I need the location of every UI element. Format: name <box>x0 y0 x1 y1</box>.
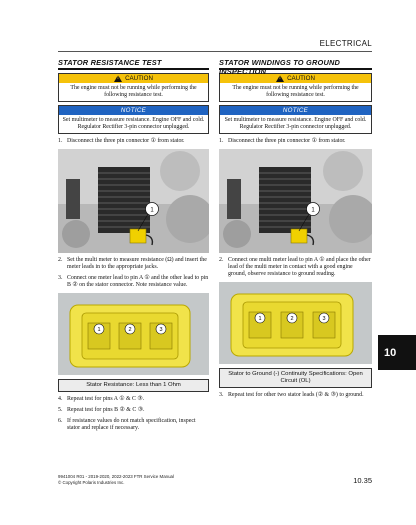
right-stator-photo <box>219 149 372 253</box>
left-notice-label: NOTICE <box>59 106 208 115</box>
left-connector-image <box>58 293 209 375</box>
left-column <box>58 58 209 432</box>
left-notice-text: Set multimeter to measure resistance. Engine OFF and cold. Regulator Rectifier 3-pin connector unplugged. <box>62 117 205 130</box>
step-text: If resistance values do not match specification, inspect stator and replace if necessary. <box>67 418 196 431</box>
right-notice-label: NOTICE <box>220 106 371 115</box>
pin-3-label: 3 <box>159 327 163 333</box>
step-number: 4. <box>58 396 63 402</box>
step-text: Set the multi meter to measure resistance (Ω) and insert the meter leads in to the appropriate jacks. <box>67 257 207 270</box>
right-step-1 <box>219 138 372 145</box>
step-text: Disconnect the three pin connector ① from stator. <box>67 138 185 144</box>
step-number: 3. <box>58 275 63 281</box>
left-notice-box <box>58 105 209 134</box>
right-notice-box <box>219 105 372 134</box>
left-step-2 <box>58 257 209 271</box>
step-text: Connect one multi meter lead to pin A ① and place the other lead of the multi meter in contact with a good engine ground, observe resistance to ground reading. <box>228 257 371 277</box>
left-step-3 <box>58 275 209 289</box>
step-number: 3. <box>219 392 224 398</box>
step-number: 6. <box>58 418 63 424</box>
right-caution-text: The engine must not be running while performing the following resistance test. <box>232 85 359 98</box>
photo-callout-label: 1 <box>311 207 315 214</box>
left-step-4 <box>58 396 209 403</box>
footer-copyright-line: © Copyright Polaris Industries Inc. <box>58 480 125 485</box>
right-caution-label: CAUTION <box>287 75 315 82</box>
right-spec-box: Stator to Ground (-) Continuity Specifications: Open Circuit (OL) <box>219 368 372 388</box>
step-number: 1. <box>219 138 224 144</box>
pin-1-label: 1 <box>258 316 262 322</box>
right-section-title: STATOR WINDINGS TO GROUND INSPECTION <box>219 58 372 70</box>
left-caution-bar <box>59 74 208 83</box>
pin-1-label: 1 <box>97 327 101 333</box>
right-caution-box <box>219 73 372 102</box>
connector-graphic <box>58 293 209 375</box>
left-caution-box <box>58 73 209 102</box>
left-section-title: STATOR RESISTANCE TEST <box>58 58 209 70</box>
photo-callout-label: 1 <box>150 207 154 214</box>
pin-3-label: 3 <box>322 316 326 322</box>
footer-manual-line: 9941004 R01 - 2019-2020, 2022-2023 FTR Service Manual <box>58 474 174 479</box>
left-step-5 <box>58 407 209 414</box>
left-step-1 <box>58 138 209 145</box>
right-notice-text: Set multimeter to measure resistance. Engine OFF and cold. Regulator Rectifier 3-pin connector unplugged. <box>224 117 367 130</box>
step-text: Connect one meter lead to pin A ① and the other lead to pin B ② on the stator connector. Note resistance value. <box>67 275 209 288</box>
left-spec-box: Stator Resistance: Less than 1 Ohm <box>58 379 209 392</box>
left-stator-photo <box>58 149 209 253</box>
connector-graphic <box>219 282 372 364</box>
warning-icon <box>114 75 122 82</box>
section-header-title: ELECTRICAL <box>319 39 372 48</box>
regulator-photo-graphic <box>219 149 372 253</box>
regulator-photo-graphic <box>58 149 209 253</box>
right-column <box>219 58 372 399</box>
step-text: Disconnect the three pin connector ① from stator. <box>228 138 346 144</box>
step-text: Repeat test for other two stator leads (② & ③) to ground. <box>228 392 364 398</box>
right-step-2 <box>219 257 372 278</box>
page-number: 10.35 <box>353 476 372 485</box>
left-caution-label: CAUTION <box>125 75 153 82</box>
step-number: 1. <box>58 138 63 144</box>
footer-left <box>58 474 174 486</box>
warning-icon <box>276 75 284 82</box>
header-rule <box>58 51 372 52</box>
step-text: Repeat test for pins A ① & C ③. <box>67 396 145 402</box>
chapter-tab: 10 <box>378 335 416 370</box>
right-step-3 <box>219 392 372 399</box>
step-text: Repeat test for pins B ② & C ③. <box>67 407 145 413</box>
left-step-6 <box>58 418 209 432</box>
pin-2-label: 2 <box>128 327 132 333</box>
step-number: 5. <box>58 407 63 413</box>
left-caution-text: The engine must not be running while performing the following resistance test. <box>70 85 197 98</box>
pin-2-label: 2 <box>290 316 294 322</box>
step-number: 2. <box>58 257 63 263</box>
right-connector-image <box>219 282 372 364</box>
step-number: 2. <box>219 257 224 263</box>
